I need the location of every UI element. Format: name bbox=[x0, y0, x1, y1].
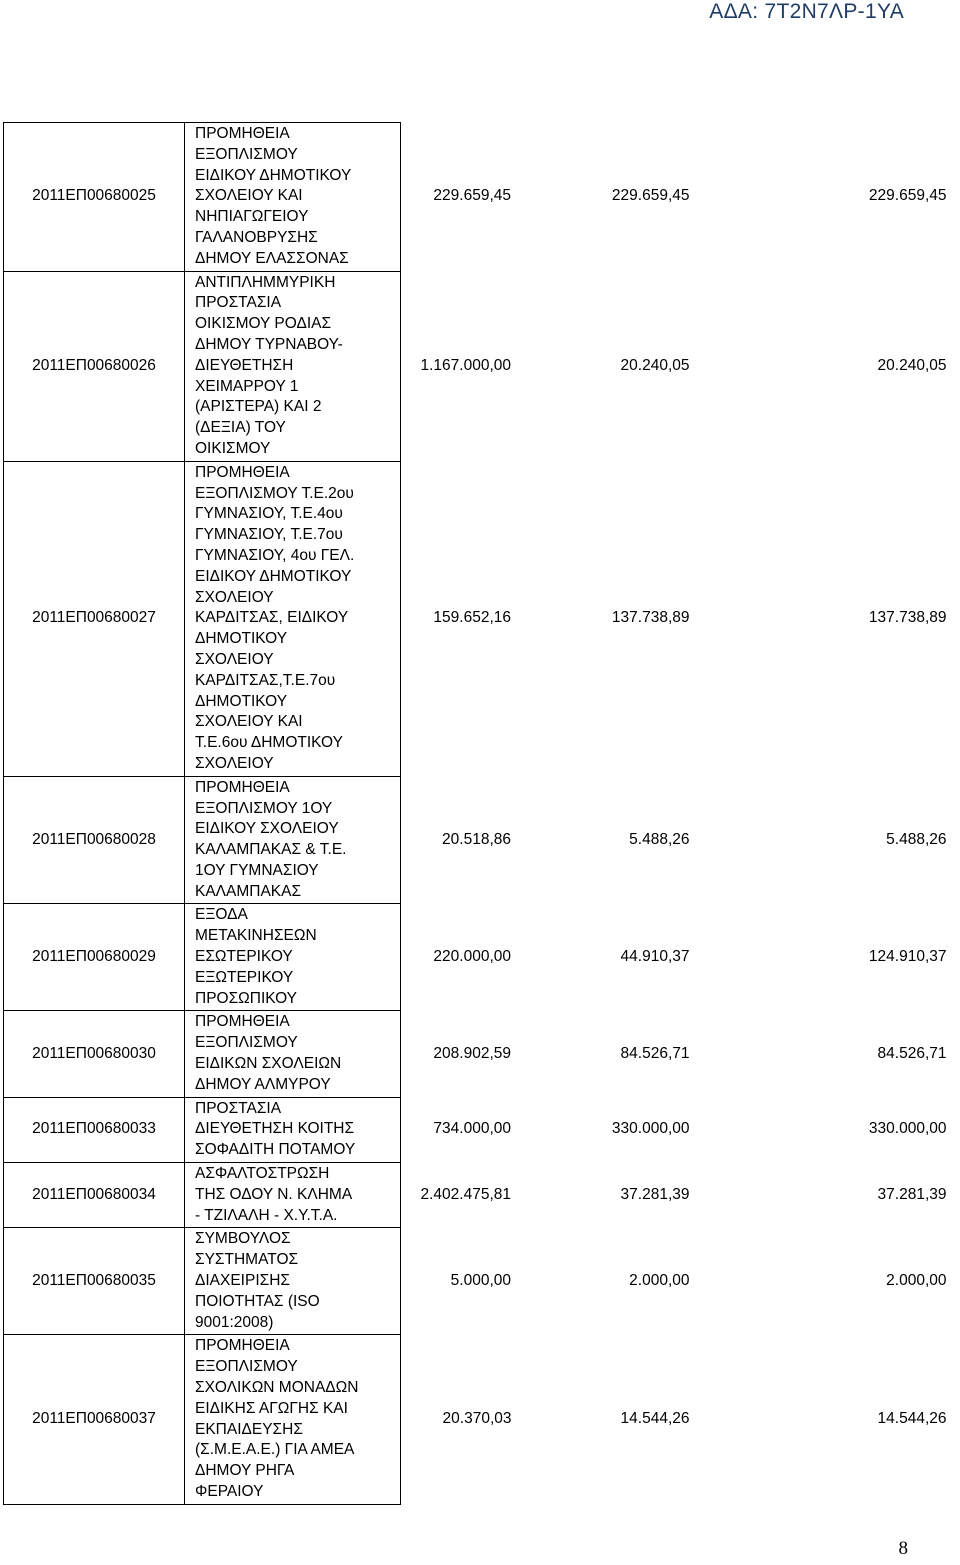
budget-amount: 734.000,00 bbox=[433, 1120, 511, 1138]
description-line: ΑΣΦΑΛΤΟΣΤΡΩΣΗ bbox=[195, 1165, 330, 1183]
project-code: 2011ΕΠ00680027 bbox=[4, 461, 185, 776]
project-description bbox=[185, 776, 401, 904]
description-line: (ΔΕΞΙΑ) ΤΟΥ bbox=[195, 419, 286, 437]
description-line: ΚΑΛΑΜΠΑΚΑΣ & Τ.Ε. bbox=[195, 841, 347, 859]
description-line: 9001:2008) bbox=[195, 1313, 274, 1331]
description-line: ΠΡΟΜΗΘΕΙΑ bbox=[195, 125, 290, 142]
budget-amount: 20.370,03 bbox=[442, 1410, 512, 1428]
project-description bbox=[185, 904, 401, 1011]
description-line: ΔΙΕΥΘΕΤΗΣΗ bbox=[195, 356, 294, 374]
description-line: ΕΚΠΑΙΔΕΥΣΗΣ bbox=[195, 1420, 303, 1438]
description-line: (ΑΡΙΣΤΕΡΑ) ΚΑΙ 2 bbox=[195, 398, 322, 416]
description-line: ΚΑΛΑΜΠΑΚΑΣ bbox=[195, 882, 302, 900]
projects-table bbox=[3, 122, 957, 1505]
ada-code: ΑΔΑ: 7Τ2Ν7ΛΡ-1ΥΑ bbox=[709, 0, 904, 23]
commitment-amount: 137.738,89 bbox=[611, 609, 690, 627]
project-description bbox=[185, 1163, 401, 1228]
description-line: ΣΥΜΒΟΥΛΟΣ bbox=[195, 1230, 291, 1248]
description-line: ΕΙΔΙΚΟΥ ΣΧΟΛΕΙΟΥ bbox=[195, 820, 339, 838]
description-line: ΔΙΑΧΕΙΡΙΣΗΣ bbox=[195, 1272, 290, 1290]
description-line: ΔΗΜΟΥ ΡΗΓΑ bbox=[195, 1462, 295, 1480]
description-line: ΚΑΡΔΙΤΣΑΣ,Τ.Ε.7ου bbox=[195, 671, 336, 689]
description-line: ΠΡΟΜΗΘΕΙΑ bbox=[195, 1013, 290, 1031]
project-description bbox=[185, 1011, 401, 1097]
description-line: ΓΥΜΝΑΣΙΟΥ, 4ου ΓΕΛ. bbox=[195, 546, 355, 564]
commitment-amount: 84.526,71 bbox=[620, 1044, 690, 1062]
description-line: ΕΣΩΤΕΡΙΚΟΥ bbox=[195, 948, 293, 966]
table-row bbox=[4, 776, 957, 904]
commitment-amount: 330.000,00 bbox=[611, 1120, 690, 1138]
table-row bbox=[4, 271, 957, 461]
commitment-amount: 44.910,37 bbox=[620, 948, 690, 966]
payment-amount: 20.240,05 bbox=[877, 356, 947, 374]
project-code: 2011ΕΠ00680029 bbox=[4, 904, 185, 1011]
description-line: ΕΙΔΙΚΗΣ ΑΓΩΓΗΣ ΚΑΙ bbox=[195, 1399, 348, 1417]
budget-amount: 1.167.000,00 bbox=[420, 356, 511, 374]
description-line: ΝΗΠΙΑΓΩΓΕΙΟΥ bbox=[195, 208, 309, 226]
description-line: ΣΧΟΛΙΚΩΝ ΜΟΝΑΔΩΝ bbox=[195, 1379, 359, 1397]
description-line: ΣΧΟΛΕΙΟΥ ΚΑΙ bbox=[195, 187, 303, 205]
budget-amount: 20.518,86 bbox=[442, 830, 511, 848]
description-line: ΠΡΟΜΗΘΕΙΑ bbox=[195, 463, 290, 481]
description-line: ΠΡΟΜΗΘΕΙΑ bbox=[195, 1337, 290, 1355]
budget-amount: 229.659,45 bbox=[433, 187, 511, 205]
description-line: ΕΞΟΠΛΙΣΜΟΥ bbox=[195, 145, 298, 163]
description-line: 1ΟΥ ΓΥΜΝΑΣΙΟΥ bbox=[195, 861, 319, 879]
description-line: ΕΞΟΔΑ bbox=[195, 906, 248, 924]
budget-amount: 159.652,16 bbox=[433, 609, 511, 627]
table-row bbox=[4, 1335, 957, 1504]
projects-table-body bbox=[4, 123, 957, 1505]
table-row bbox=[4, 1228, 957, 1335]
description-line: (Σ.Μ.Ε.Α.Ε.) ΓΙΑ ΑΜΕΑ bbox=[195, 1441, 355, 1459]
budget-amount: 220.000,00 bbox=[433, 948, 511, 966]
budget-amount: 2.402.475,81 bbox=[420, 1185, 511, 1203]
description-line: ΕΙΔΙΚΩΝ ΣΧΟΛΕΙΩΝ bbox=[195, 1055, 342, 1073]
project-code: 2011ΕΠ00680030 bbox=[4, 1011, 185, 1097]
description-line: ΤΗΣ ΟΔΟΥ Ν. ΚΛΗΜΑ bbox=[195, 1185, 353, 1203]
payment-amount: 137.738,89 bbox=[868, 609, 947, 627]
description-line: ΕΞΟΠΛΙΣΜΟΥ bbox=[195, 1034, 298, 1052]
description-line: ΕΞΟΠΛΙΣΜΟΥ 1ΟΥ bbox=[195, 799, 333, 817]
description-line: ΕΙΔΙΚΟΥ ΔΗΜΟΤΙΚΟΥ bbox=[195, 567, 352, 585]
description-line: ΔΗΜΟΥ ΕΛΑΣΣΟΝΑΣ bbox=[195, 249, 349, 267]
description-line: ΕΞΟΠΛΙΣΜΟΥ Τ.Ε.2ου bbox=[195, 484, 354, 502]
description-line: ΔΗΜΟΥ ΤΥΡΝΑΒΟΥ- bbox=[195, 335, 343, 353]
description-line: ΠΡΟΣΩΠΙΚΟΥ bbox=[195, 989, 298, 1007]
description-line: ΕΞΟΠΛΙΣΜΟΥ bbox=[195, 1358, 298, 1376]
table-row bbox=[4, 123, 957, 272]
description-line: ΜΕΤΑΚΙΝΗΣΕΩΝ bbox=[195, 927, 317, 945]
commitment-amount: 2.000,00 bbox=[629, 1272, 690, 1290]
description-line: ΟΙΚΙΣΜΟΥ ΡΟΔΙΑΣ bbox=[195, 315, 332, 333]
table-row bbox=[4, 904, 957, 1011]
payment-amount: 2.000,00 bbox=[886, 1272, 947, 1290]
payment-amount: 5.488,26 bbox=[886, 830, 947, 848]
commitment-amount: 37.281,39 bbox=[620, 1185, 690, 1203]
table-row bbox=[4, 461, 957, 776]
description-line: ΠΡΟΣΤΑΣΙΑ bbox=[195, 294, 282, 312]
description-line: ΔΗΜΟΤΙΚΟΥ bbox=[195, 692, 288, 710]
description-line: ΕΞΩΤΕΡΙΚΟΥ bbox=[195, 968, 294, 986]
description-line: ΚΑΡΔΙΤΣΑΣ, ΕΙΔΙΚΟΥ bbox=[195, 609, 349, 627]
project-description bbox=[185, 271, 401, 461]
description-line: - ΤΖΙΛΑΛΗ - Χ.Υ.Τ.Α. bbox=[195, 1206, 338, 1224]
table-row bbox=[4, 1011, 957, 1097]
description-line: ΔΙΕΥΘΕΤΗΣΗ ΚΟΙΤΗΣ bbox=[195, 1120, 355, 1138]
commitment-amount: 5.488,26 bbox=[629, 830, 690, 848]
payment-amount: 14.544,26 bbox=[877, 1410, 947, 1428]
project-code: 2011ΕΠ00680037 bbox=[4, 1335, 185, 1504]
project-description bbox=[185, 1228, 401, 1335]
description-line: ΣΧΟΛΕΙΟΥ bbox=[195, 754, 274, 772]
project-description bbox=[185, 1097, 401, 1162]
description-line: ΣΧΟΛΕΙΟΥ bbox=[195, 650, 274, 668]
description-line: ΦΕΡΑΙΟΥ bbox=[195, 1483, 264, 1500]
payment-amount: 330.000,00 bbox=[868, 1120, 947, 1138]
project-code: 2011ΕΠ00680033 bbox=[4, 1097, 185, 1162]
table-row bbox=[4, 1097, 957, 1162]
budget-amount: 208.902,59 bbox=[433, 1044, 511, 1062]
description-line: ΓΑΛΑΝΟΒΡΥΣΗΣ bbox=[195, 228, 318, 246]
description-line: ΔΗΜΟΤΙΚΟΥ bbox=[195, 630, 288, 648]
project-code: 2011ΕΠ00680028 bbox=[4, 776, 185, 904]
page-number: 8 bbox=[898, 1538, 908, 1559]
description-line: ΠΟΙΟΤΗΤΑΣ (ISO bbox=[195, 1292, 320, 1310]
description-line: ΣΧΟΛΕΙΟΥ ΚΑΙ bbox=[195, 713, 303, 731]
payment-amount: 124.910,37 bbox=[868, 948, 947, 966]
budget-amount: 5.000,00 bbox=[450, 1272, 511, 1290]
project-description bbox=[185, 123, 401, 272]
project-code: 2011ΕΠ00680035 bbox=[4, 1228, 185, 1335]
description-line: ΓΥΜΝΑΣΙΟΥ, Τ.Ε.4ου bbox=[195, 505, 343, 523]
description-line: ΧΕΙΜΑΡΡΟΥ 1 bbox=[195, 377, 299, 395]
description-line: ΕΙΔΙΚΟΥ ΔΗΜΟΤΙΚΟΥ bbox=[195, 166, 352, 184]
project-description bbox=[185, 1335, 401, 1504]
project-code: 2011ΕΠ00680025 bbox=[4, 123, 185, 272]
description-line: ΔΗΜΟΥ ΑΛΜΥΡΟΥ bbox=[195, 1075, 331, 1093]
commitment-amount: 229.659,45 bbox=[611, 187, 690, 205]
description-line: ΣΟΦΑΔΙΤΗ ΠΟΤΑΜΟΥ bbox=[195, 1141, 356, 1159]
description-line: ΟΙΚΙΣΜΟΥ bbox=[195, 439, 271, 457]
project-code: 2011ΕΠ00680026 bbox=[4, 271, 185, 461]
commitment-amount: 20.240,05 bbox=[620, 356, 690, 374]
table-row bbox=[4, 1163, 957, 1228]
payment-amount: 229.659,45 bbox=[868, 187, 947, 205]
project-description bbox=[185, 461, 401, 776]
description-line: ΑΝΤΙΠΛΗΜΜΥΡΙΚΗ bbox=[195, 273, 336, 291]
description-line: ΠΡΟΜΗΘΕΙΑ bbox=[195, 778, 290, 796]
commitment-amount: 14.544,26 bbox=[620, 1410, 690, 1428]
description-line: ΓΥΜΝΑΣΙΟΥ, Τ.Ε.7ου bbox=[195, 526, 343, 544]
payment-amount: 84.526,71 bbox=[877, 1044, 947, 1062]
payment-amount: 37.281,39 bbox=[877, 1185, 947, 1203]
description-line: Τ.Ε.6ου ΔΗΜΟΤΙΚΟΥ bbox=[195, 734, 343, 752]
description-line: ΣΧΟΛΕΙΟΥ bbox=[195, 588, 274, 606]
description-line: ΠΡΟΣΤΑΣΙΑ bbox=[195, 1099, 282, 1117]
description-line: ΣΥΣΤΗΜΑΤΟΣ bbox=[195, 1251, 299, 1269]
project-code: 2011ΕΠ00680034 bbox=[4, 1163, 185, 1228]
